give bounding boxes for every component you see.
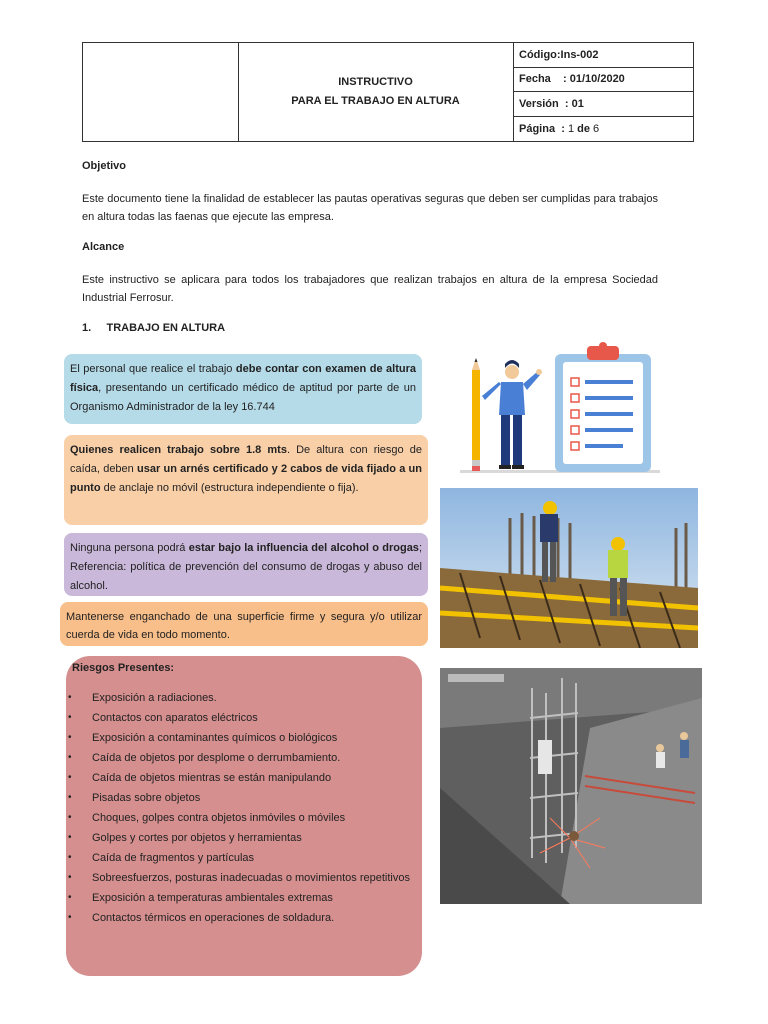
harness-text-1: . De altura con riesgo de caída, deben [70, 444, 422, 475]
header-pagina-total: 6 [593, 122, 600, 135]
risk-item: • Caída de fragmentos y partículas [70, 848, 418, 868]
header-meta-cell [513, 43, 694, 141]
harness-bold-2: usar un arnés certificado y 2 cabos de vida fijado a un punto [70, 463, 422, 494]
medical-exam-bold: debe contar con examen de altura física [70, 363, 417, 394]
alcance-text: Este instructivo se aplicara para todos los trabajadores que realizan trabajos en altura de la empresa Sociedad Industrial Ferrosur. [82, 274, 658, 304]
risk-item: • Exposición a radiaciones. [70, 688, 418, 708]
medical-exam-text-2: , presentando un certificado médico de aptitud por parte de un Organismo Administrador de la ley 16.744 [70, 382, 416, 413]
header-pagina [513, 117, 694, 142]
header-title-line2: PARA EL TRABAJO EN ALTURA [291, 95, 460, 107]
risk-item: • Caída de objetos por desplome o derrumbamiento. [70, 748, 418, 768]
risk-item: • Choques, golpes contra objetos inmóviles o móviles [70, 808, 418, 828]
alcance-heading: Alcance [82, 241, 125, 253]
header-fecha-label: Fecha [519, 73, 551, 86]
medical-exam-box [64, 354, 422, 424]
harness-box [64, 435, 428, 525]
header-pagina-sep: : [561, 122, 565, 135]
header-pagina-de: de [577, 122, 590, 135]
risks-title: Riesgos Presentes: [72, 662, 175, 674]
checklist-illustration [455, 340, 665, 475]
header-fecha [513, 68, 694, 93]
header-pagina-label: Página [519, 122, 556, 135]
risk-item: • Contactos con aparatos eléctricos [70, 708, 418, 728]
header-codigo: Código:Ins-002 [513, 43, 694, 68]
section1-heading [82, 322, 225, 334]
risk-item: • Sobreesfuerzos, posturas inadecuadas o movimientos repetitivos [70, 868, 418, 888]
risk-item: • Caída de objetos mientras se están manipulando [70, 768, 418, 788]
risk-item: • Exposición a contaminantes químicos o biológicos [70, 728, 418, 748]
harness-text-2: de anclaje no móvil (estructura independiente o fija). [100, 482, 359, 494]
clipboard-icon [555, 342, 651, 472]
alcohol-text-2: ; Referencia: política de prevención del consumo de drogas y abuso del alcohol. [70, 542, 422, 592]
risk-item: • Golpes y cortes por objetos y herramientas [70, 828, 418, 848]
header-version-value: : 01 [564, 97, 584, 110]
lifeline-box: Mantenerse enganchado de una superficie firme y segura y/o utilizar cuerda de vida en todo momento. [60, 602, 428, 646]
header-version-label: Versión [519, 97, 559, 110]
worker-figure [482, 360, 542, 469]
objetivo-heading: Objetivo [82, 160, 127, 172]
risks-box [66, 656, 422, 976]
section1-number: 1. [82, 322, 92, 334]
rooftop-workers-photo [440, 488, 698, 648]
risk-item: • Contactos térmicos en operaciones de soldadura. [70, 908, 418, 928]
scaffold-street-photo [440, 668, 702, 904]
header-logo-cell [83, 43, 239, 141]
alcohol-text-1: Ninguna persona podrá [70, 542, 189, 554]
header-fecha-value: : 01/10/2020 [563, 73, 625, 86]
section1-title: TRABAJO EN ALTURA [106, 322, 226, 334]
risk-item: • Pisadas sobre objetos [70, 788, 418, 808]
risks-list [70, 688, 418, 928]
document-header-table [82, 42, 694, 142]
header-pagina-num: 1 [567, 122, 575, 135]
harness-bold-1: Quienes realicen trabajo sobre 1.8 mts [70, 444, 287, 456]
alcohol-box [64, 533, 428, 596]
medical-exam-text-1: El personal que realice el trabajo [70, 363, 236, 375]
header-version [513, 92, 694, 117]
risk-item: • Exposición a temperaturas ambientales extremas [70, 888, 418, 908]
header-title-cell [238, 43, 514, 141]
objetivo-text: Este documento tiene la finalidad de establecer las pautas operativas seguras que deben ser cumplidas para trabajos en altura todas las faenas que ejecute las empresa. [82, 193, 658, 223]
alcohol-bold: estar bajo la influencia del alcohol o drogas [188, 542, 419, 554]
header-title-line1: INSTRUCTIVO [338, 76, 413, 88]
pencil-icon [472, 358, 480, 471]
